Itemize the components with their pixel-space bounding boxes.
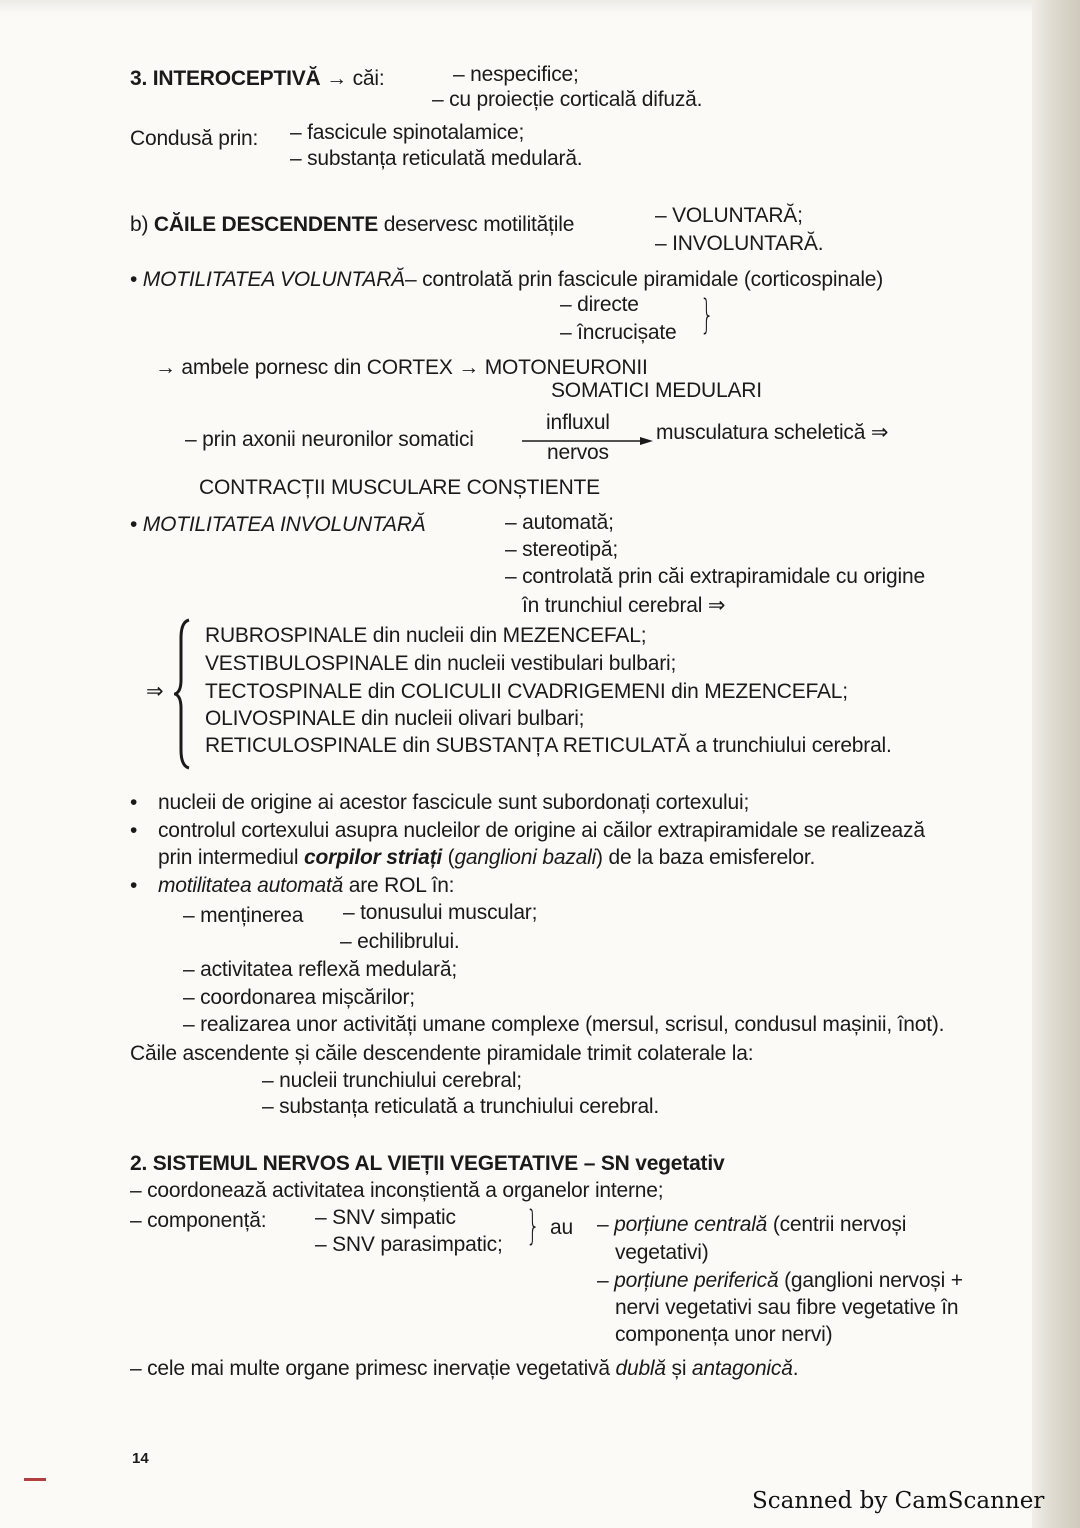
involuntary-automatic: – automată; — [505, 511, 614, 534]
tracts-arrow: ⇒ — [146, 680, 164, 703]
bullet-dot: • — [130, 791, 138, 814]
role-balance: – echilibrului. — [340, 930, 460, 953]
interoceptiva-path-2: – cu proiecție corticală difuză. — [432, 88, 703, 111]
snv-parasympathetic: – SNV parasimpatic; — [315, 1233, 503, 1256]
interoceptiva-heading: 3. INTEROCEPTIVĂ → căi: — [130, 67, 385, 90]
collateral-nuclei: – nucleii trunchiului cerebral; — [262, 1069, 522, 1092]
condusa-label: Condusă prin: — [130, 127, 259, 150]
skeletal-muscle-line: musculatura scheletică ⇒ — [656, 421, 889, 444]
involuntary-stereotype: – stereotipă; — [505, 538, 618, 561]
note-subordination: nucleii de origine ai acestor fascicule sunt subordonați cortexului; — [158, 791, 750, 814]
fascicle-direct: – directe — [560, 293, 639, 316]
central-portion-cont: vegetativi) — [615, 1241, 709, 1264]
involuntary-motility-heading: • MOTILITATEA INVOLUNTARĂ — [130, 513, 426, 536]
snv-brace: } — [526, 1203, 540, 1249]
collaterals-intro: Căile ascendente și căile descendente piramidale trimit colaterale la: — [130, 1042, 754, 1065]
role-complex-activities: – realizarea unor activități umane complexe (mersul, scrisul, condusul mașinii, înot). — [183, 1013, 945, 1036]
fascicle-brace: } — [700, 292, 714, 338]
tract-tectospinal: TECTOSPINALE din COLICULII CVADRIGEMENI din MEZENCEFAL; — [205, 680, 848, 703]
peripheral-portion: – porțiune periferică (ganglioni nervoși + — [597, 1269, 963, 1292]
tract-reticulospinal: RETICULOSPINALE din SUBSTANȚA RETICULATĂ a trunchiului cerebral. — [205, 734, 892, 757]
snv-sympathetic: – SNV simpatic — [315, 1206, 456, 1229]
tract-rubrospinal: RUBROSPINALE din nucleii din MEZENCEFAL; — [205, 624, 647, 647]
voluntary-motility-line: • MOTILITATEA VOLUNTARĂ– controlată prin fascicule piramidale (corticospinale) — [130, 268, 884, 291]
page-top-shadow — [0, 0, 1080, 14]
role-maintenance: – menținerea — [183, 904, 304, 927]
conscious-contractions: CONTRACȚII MUSCULARE CONȘTIENTE — [199, 476, 600, 499]
interoceptiva-path-1: – nespecifice; — [453, 63, 579, 86]
role-coordination: – coordonarea mișcărilor; — [183, 986, 415, 1009]
peripheral-portion-cont: nervi vegetativi sau fibre vegetative în — [615, 1296, 959, 1319]
condusa-item-2: – substanța reticulată medulară. — [290, 147, 583, 170]
page-number: 14 — [132, 1450, 149, 1467]
condusa-item-1: – fascicule spinotalamice; — [290, 121, 525, 144]
bullet-dot: • — [130, 874, 138, 897]
vegetative-heading: 2. SISTEMUL NERVOS AL VIEȚII VEGETATIVE – SN vegetativ — [130, 1152, 725, 1175]
involuntary-extrapyramidal: – controlată prin căi extrapiramidale cu origine — [505, 565, 925, 588]
bullet-dot: • — [130, 819, 138, 842]
somatic-axons-line: – prin axonii neuronilor somatici — [185, 428, 474, 451]
vegetative-coordination: – coordonează activitatea inconștientă a organelor interne; — [130, 1179, 664, 1202]
role-reflex-activity: – activitatea reflexă medulară; — [183, 958, 457, 981]
motility-involuntary-label: – INVOLUNTARĂ. — [655, 232, 824, 255]
fascicle-crossed: – încrucișate — [560, 321, 677, 344]
note-automatic-role: motilitatea automată are ROL în: — [158, 874, 455, 897]
involuntary-brainstem: în trunchiul cerebral ⇒ — [522, 594, 726, 617]
central-portion: – porțiune centrală (centrii nervoși — [597, 1213, 907, 1236]
influx-label: influxul — [546, 411, 610, 434]
vegetative-components-label: – componență: — [130, 1209, 267, 1232]
note-cortex-control: controlul cortexului asupra nucleilor de origine ai căilor extrapiramidale se realizează — [158, 819, 925, 842]
tracts-brace — [174, 618, 192, 770]
section-b-heading: b) CĂILE DESCENDENTE deservesc motilitățile — [130, 213, 575, 236]
page-binding-shadow — [1032, 0, 1080, 1528]
role-muscle-tone: – tonusului muscular; — [343, 901, 538, 924]
dual-innervation: – cele mai multe organe primesc inervație vegetativă dublă și antagonică. — [130, 1357, 799, 1380]
scanner-watermark: Scanned by CamScanner — [752, 1488, 1045, 1514]
note-striate-bodies: prin intermediul corpilor striați (ganglioni bazali) de la baza emisferelor. — [158, 846, 816, 869]
somatic-motoneurons: SOMATICI MEDULARI — [551, 379, 762, 402]
au-label: au — [550, 1216, 573, 1239]
collateral-reticular: – substanța reticulată a trunchiului cerebral. — [262, 1095, 660, 1118]
tract-olivospinal: OLIVOSPINALE din nucleii olivari bulbari; — [205, 707, 585, 730]
tract-vestibulospinal: VESTIBULOSPINALE din nucleii vestibulari bulbari; — [205, 652, 677, 675]
margin-mark — [24, 1478, 46, 1481]
motility-voluntary-label: – VOLUNTARĂ; — [655, 204, 803, 227]
peripheral-portion-cont2: componența unor nervi) — [615, 1323, 833, 1346]
cortex-origin-line: → ambele pornesc din CORTEX → MOTONEURONII — [155, 356, 648, 379]
nervous-label: nervos — [547, 441, 609, 464]
